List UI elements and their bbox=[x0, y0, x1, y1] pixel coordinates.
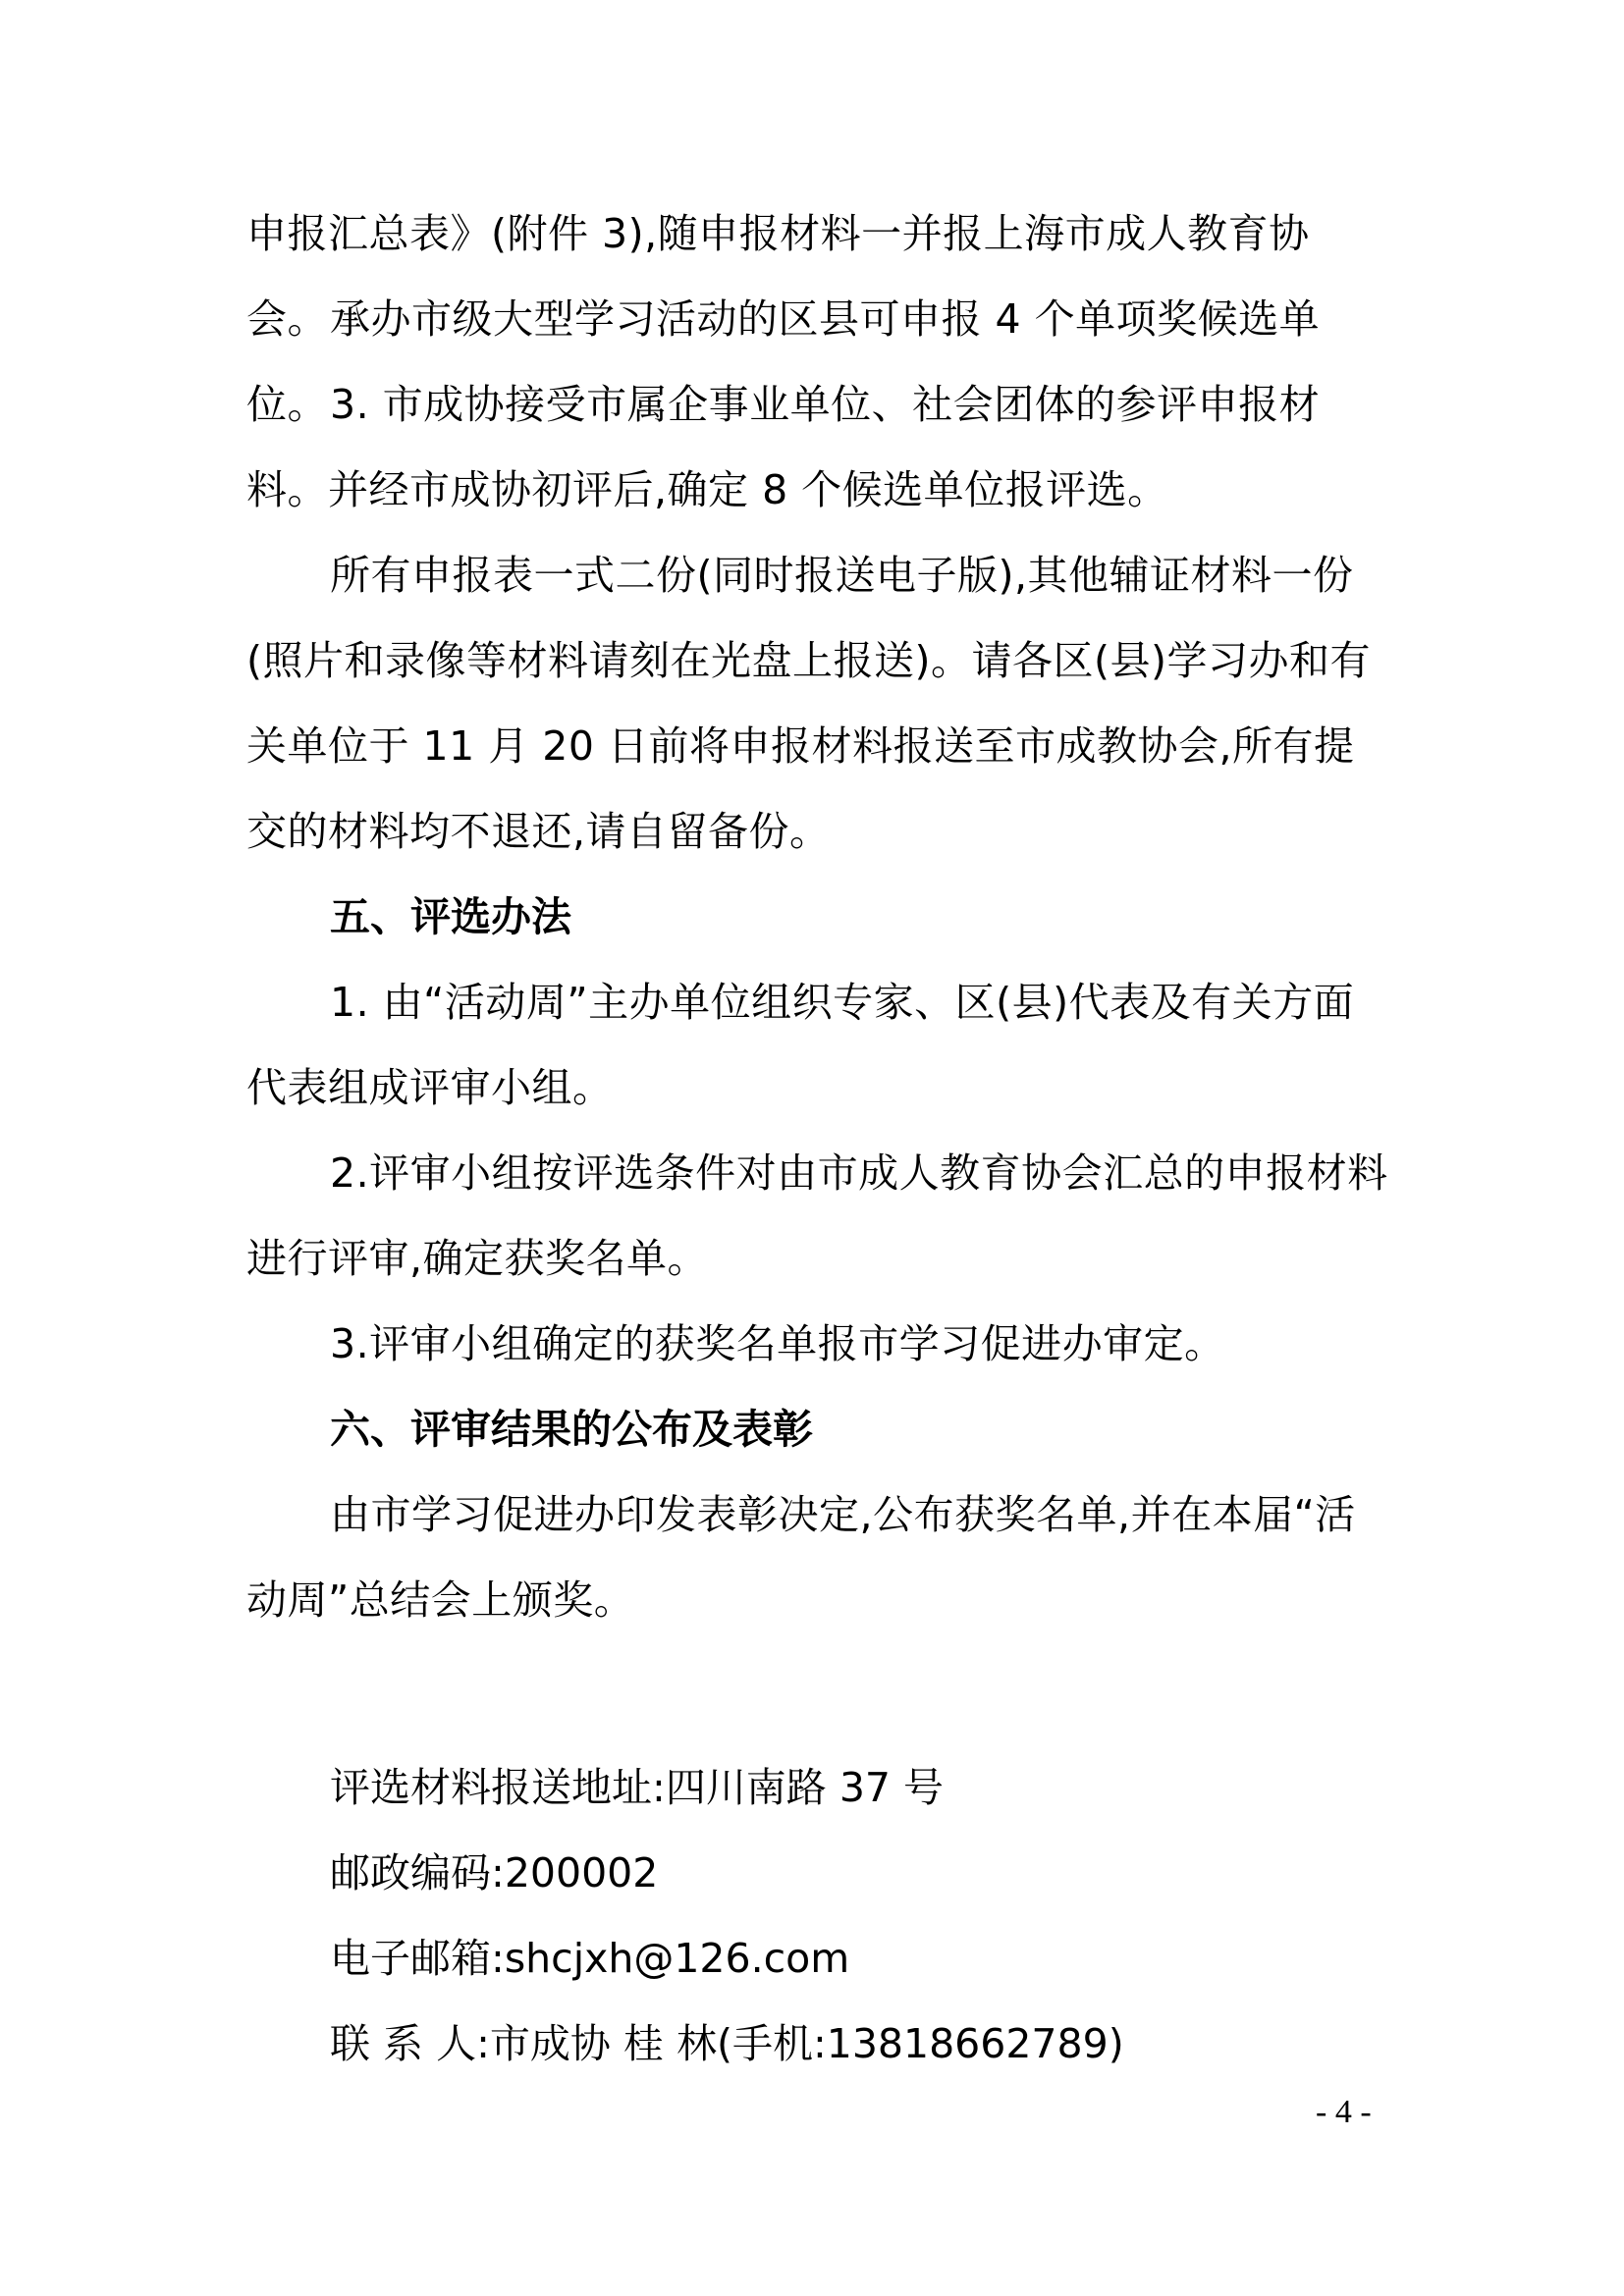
contact-person: 联 系 人:市成协 桂 林(手机:13818662789) bbox=[330, 2020, 1124, 2067]
results-paragraph: 由市学习促进办印发表彰决定,公布获奖名单,并在本届“活动周”总结会上颁奖。 bbox=[246, 1491, 1356, 1624]
contact-email: 电子邮箱:shcjxh@126.com bbox=[330, 1935, 850, 1982]
paragraph-district-award: 承办市级大型学习活动的区县可申报 4 个单项奖候选单位。 bbox=[246, 295, 1321, 428]
contact-postcode: 邮政编码:200002 bbox=[330, 1849, 659, 1896]
page-number: - 4 - bbox=[1316, 2094, 1372, 2130]
paragraph-city-units: 3. 市成协接受市属企事业单位、社会团体的参评申报材料。并经市成协初评后,确定 8 个候选单位报评选。 bbox=[246, 381, 1321, 513]
evaluation-item-3: 3.评审小组确定的获奖名单报市学习促进办审定。 bbox=[330, 1320, 1225, 1367]
contact-address: 评选材料报送地址:四川南路 37 号 bbox=[330, 1764, 945, 1811]
evaluation-item-1: 1. 由“活动周”主办单位组织专家、区(县)代表及有关方面代表组成评审小组。 bbox=[246, 979, 1355, 1111]
section-heading-results: 六、评审结果的公布及表彰 bbox=[330, 1406, 813, 1453]
section-heading-evaluation-method: 五、评选办法 bbox=[330, 893, 571, 940]
evaluation-item-2: 2.评审小组按评选条件对由市成人教育协会汇总的申报材料进行评审,确定获奖名单。 bbox=[246, 1149, 1388, 1282]
paragraph-submission: 所有申报表一式二份(同时报送电子版),其他辅证材料一份(照片和录像等材料请刻在光盘上报送)。请各区(县)学习办和有关单位于 11 月 20 日前将申报材料报送至市成教协会,所有提交的材料均不退还,请自留备份。 bbox=[246, 552, 1371, 855]
paragraph-summary-table: 申报汇总表》(附件 3),随申报材料一并报上海市成人教育协会。 bbox=[246, 210, 1310, 343]
